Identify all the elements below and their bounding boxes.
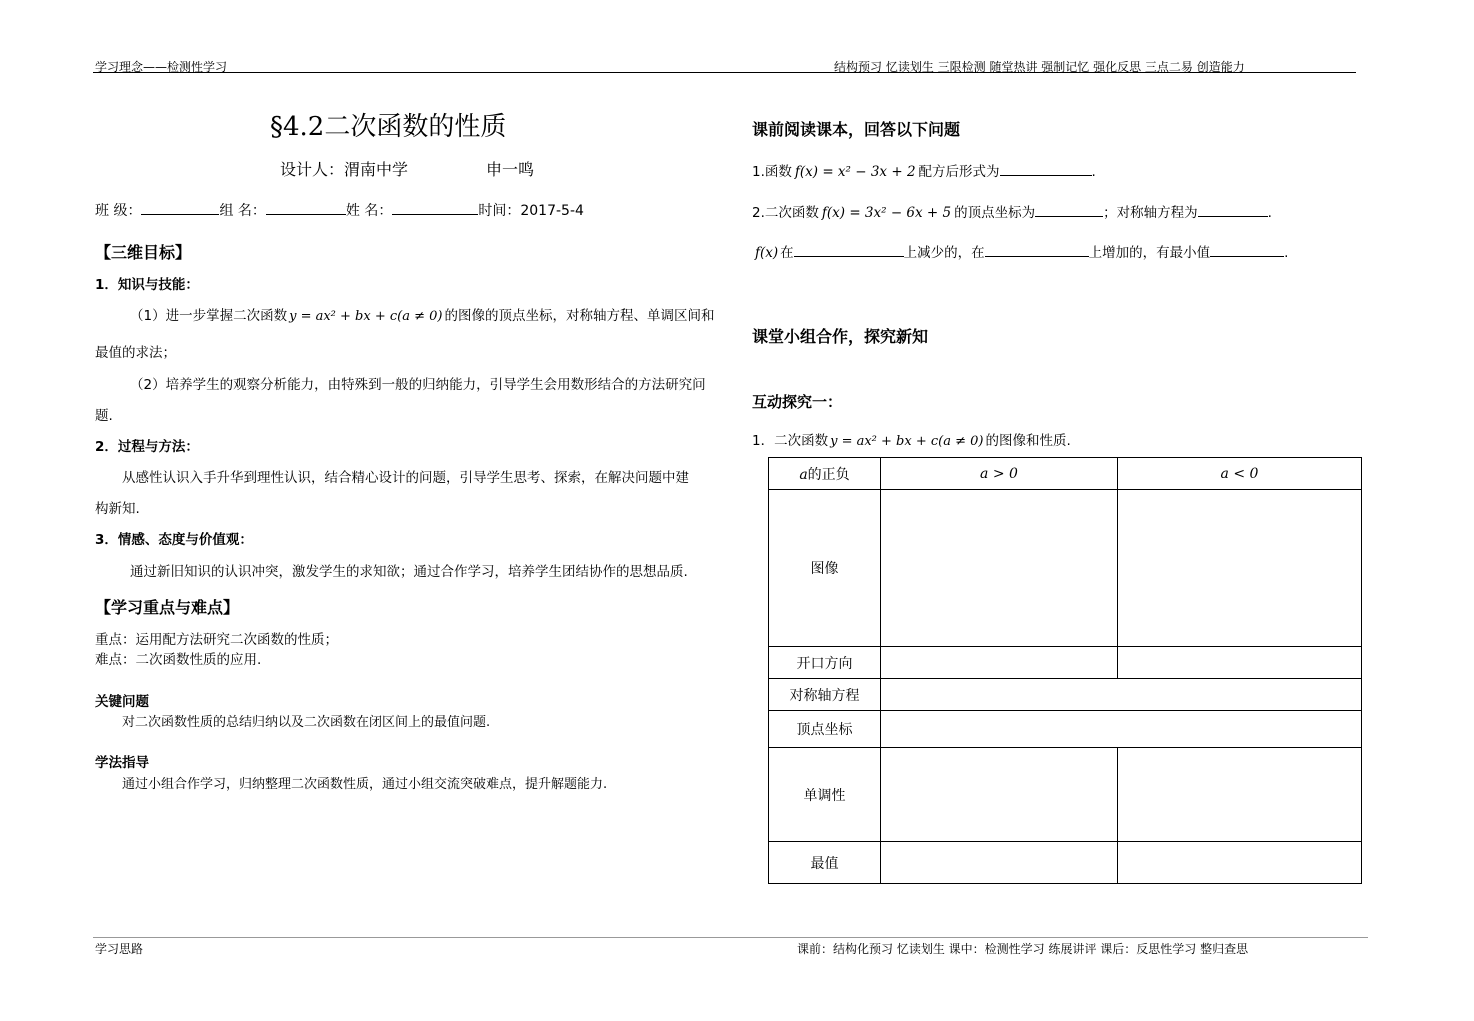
monotonicity-negative-cell[interactable]: [1118, 748, 1362, 842]
vertex-cell[interactable]: [881, 711, 1362, 748]
kp1-post: 的图像的顶点坐标，对称轴方程、单调区间和: [444, 308, 715, 324]
time-label: 时间：2017-5-4: [478, 203, 584, 219]
preread-question-3: [755, 241, 1288, 261]
method-title: 学法指导: [95, 755, 149, 771]
name-label: 姓 名：: [345, 203, 393, 219]
group-label: 组 名：: [219, 203, 266, 219]
name-blank[interactable]: [392, 202, 478, 215]
row-label-graph: 图像: [769, 490, 881, 647]
q2-pre: 2.二次函数: [752, 205, 819, 221]
q3-a: 在: [780, 245, 794, 261]
monotonicity-positive-cell[interactable]: [881, 748, 1118, 842]
class-blank[interactable]: [141, 202, 219, 215]
q3-decrease-blank[interactable]: [794, 244, 904, 257]
q2-mid: 的顶点坐标为: [954, 205, 1036, 221]
opening-positive-cell[interactable]: [881, 647, 1118, 679]
item-formula: y = ax² + bx + c(a ≠ 0): [830, 434, 984, 449]
knowledge-point-2-cont: 题.: [95, 408, 113, 424]
kp1-pre: （1）进一步掌握二次函数: [130, 308, 288, 324]
method-text: 通过小组合作学习，归纳整理二次函数性质，通过小组交流突破难点，提升解题能力.: [122, 777, 608, 792]
q2-end: .: [1267, 205, 1272, 221]
process-title: 2．过程与方法：: [95, 439, 199, 455]
knowledge-title: 1．知识与技能：: [95, 277, 199, 293]
explore-item-1: [752, 429, 1071, 449]
key-issue-text: 对二次函数性质的总结归纳以及二次函数在闭区间上的最值问题.: [122, 715, 491, 730]
focus-heading: 【学习重点与难点】: [95, 598, 240, 617]
table-header-row: [769, 458, 1362, 490]
knowledge-point-2: （2）培养学生的观察分析能力，由特殊到一般的归纳能力，引导学生会用数形结合的方法研究问: [130, 377, 706, 393]
student-info-row: [95, 200, 584, 220]
preread-question-1: [752, 160, 1096, 180]
explore-heading: 互动探究一：: [752, 393, 843, 411]
header-sign-cell: [769, 458, 881, 490]
header-left: 学习理念——检测性学习: [95, 60, 228, 74]
header-a-negative: a < 0: [1118, 458, 1362, 490]
table-row: [769, 490, 1362, 647]
table-row: [769, 647, 1362, 679]
row-label-opening: 开口方向: [769, 647, 881, 679]
footer-rule: [93, 937, 1368, 938]
q2-vertex-blank[interactable]: [1035, 204, 1103, 217]
process-text-cont: 构新知.: [95, 501, 140, 517]
header-rule: [93, 72, 1356, 73]
emotion-text: 通过新旧知识的认识冲突，激发学生的求知欲；通过合作学习，培养学生团结协作的思想品质.: [130, 564, 688, 580]
table-row: [769, 748, 1362, 842]
row-label-axis: 对称轴方程: [769, 679, 881, 711]
q3-increase-blank[interactable]: [985, 244, 1089, 257]
item-post: 的图像和性质.: [985, 433, 1071, 449]
knowledge-point-1: [130, 304, 714, 324]
footer-right: 课前：结构化预习 忆读划生 课中：检测性学习 练展讲评 课后：反思性学习 整归查思: [797, 942, 1249, 956]
table-row: [769, 679, 1362, 711]
designer-label: 设计人：渭南中学: [280, 160, 409, 179]
q3-formula: f(x): [755, 245, 779, 261]
graph-negative-cell[interactable]: [1118, 490, 1362, 647]
q3-b: 上减少的，在: [903, 245, 985, 261]
designer-name: 申一鸣: [486, 160, 535, 179]
group-heading: 课堂小组合作，探究新知: [752, 327, 929, 346]
key-issue-title: 关键问题: [95, 694, 149, 710]
preread-heading: 课前阅读课本，回答以下问题: [752, 120, 961, 139]
q2-formula: f(x) = 3x² − 6x + 5: [821, 205, 952, 221]
emotion-title: 3．情感、态度与价值观：: [95, 532, 253, 548]
q1-formula: f(x) = x² − 3x + 2: [794, 164, 916, 180]
footer-left: 学习思路: [95, 942, 144, 956]
properties-table: [768, 457, 1362, 884]
axis-cell[interactable]: [881, 679, 1362, 711]
q3-c: 上增加的，有最小值: [1088, 245, 1211, 261]
q3-min-blank[interactable]: [1210, 244, 1284, 257]
q2-mid2: ；对称轴方程为: [1103, 205, 1198, 221]
q3-end: .: [1284, 245, 1289, 261]
group-blank[interactable]: [266, 202, 346, 215]
q1-post: 配方后形式为: [918, 164, 1000, 180]
a-symbol: a: [799, 466, 808, 483]
goals-heading: 【三维目标】: [95, 243, 192, 262]
difficult-point: 难点：二次函数性质的应用.: [95, 652, 262, 668]
graph-positive-cell[interactable]: [881, 490, 1118, 647]
sign-label: 的正负: [807, 466, 850, 483]
row-label-vertex: 顶点坐标: [769, 711, 881, 748]
class-label: 班 级：: [95, 203, 142, 219]
opening-negative-cell[interactable]: [1118, 647, 1362, 679]
item-pre: 1．二次函数: [752, 433, 829, 449]
table-row: [769, 842, 1362, 884]
process-text: 从感性认识入手升华到理性认识，结合精心设计的问题，引导学生思考、探索，在解决问题中建: [122, 470, 689, 486]
q2-axis-blank[interactable]: [1198, 204, 1268, 217]
key-point: 重点：运用配方法研究二次函数的性质；: [95, 632, 338, 648]
table-row: [769, 711, 1362, 748]
knowledge-point-1-cont: 最值的求法；: [95, 345, 176, 361]
extreme-negative-cell[interactable]: [1118, 842, 1362, 884]
q1-pre: 1.函数: [752, 164, 792, 180]
header-right: 结构预习 忆读划生 三限检测 随堂热讲 强制记忆 强化反思 三点二易 创造能力: [834, 60, 1245, 74]
preread-question-2: [752, 201, 1272, 221]
row-label-monotonicity: 单调性: [769, 748, 881, 842]
header-a-positive: a > 0: [881, 458, 1118, 490]
row-label-extreme: 最值: [769, 842, 881, 884]
page-title: §4.2二次函数的性质: [270, 112, 507, 142]
q1-blank[interactable]: [1000, 163, 1092, 176]
extreme-positive-cell[interactable]: [881, 842, 1118, 884]
quadratic-formula: y = ax² + bx + c(a ≠ 0): [289, 309, 443, 324]
q1-end: .: [1091, 164, 1096, 180]
